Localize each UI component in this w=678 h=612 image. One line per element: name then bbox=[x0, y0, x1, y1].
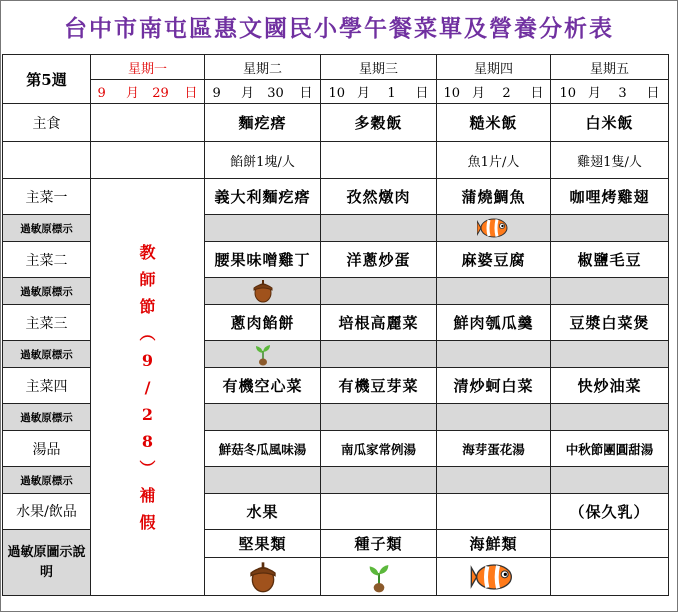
main1-row bbox=[3, 179, 669, 215]
day-name-fri: 星期五 bbox=[551, 55, 669, 80]
main3-wed: 培根高麗菜 bbox=[321, 305, 437, 341]
menu-title: 台中市南屯區惠文國民小學午餐菜單及營養分析表 bbox=[64, 15, 614, 42]
day-name-thu: 星期四 bbox=[437, 55, 551, 80]
fruit-wed bbox=[321, 494, 437, 530]
fruit-thu bbox=[437, 494, 551, 530]
legend-nuts: 堅果類 bbox=[205, 530, 321, 558]
portion-row bbox=[3, 142, 669, 179]
holiday-char: ︵ bbox=[139, 323, 156, 343]
fish-icon bbox=[470, 561, 518, 593]
staple-row bbox=[3, 104, 669, 142]
allergen-label: 過敏原標示 bbox=[3, 404, 91, 431]
seed-sprout-icon bbox=[365, 561, 393, 593]
allergen-tue-3 bbox=[205, 341, 321, 368]
main2-tue: 腰果味噌雞丁 bbox=[205, 242, 321, 278]
legend-seafood-icon-cell bbox=[437, 558, 551, 596]
holiday-char: 假 bbox=[139, 512, 156, 532]
holiday-char: 教 bbox=[139, 242, 156, 262]
staple-tue: 麵疙瘩 bbox=[205, 104, 321, 142]
soup-tue: 鮮菇冬瓜風味湯 bbox=[205, 431, 321, 467]
main4-wed: 有機豆芽菜 bbox=[321, 368, 437, 404]
portion-mon bbox=[91, 142, 205, 179]
holiday-notice bbox=[91, 179, 205, 596]
acorn-icon bbox=[247, 561, 279, 593]
main4-fri: 快炒油菜 bbox=[551, 368, 669, 404]
day-name-tue: 星期二 bbox=[205, 55, 321, 80]
holiday-char: 節 bbox=[139, 296, 156, 316]
main3-label: 主菜三 bbox=[3, 305, 91, 341]
main1-label: 主菜一 bbox=[3, 179, 91, 215]
allergen-thu-1 bbox=[437, 215, 551, 242]
staple-mon bbox=[91, 104, 205, 142]
allergen-label: 過敏原標示 bbox=[3, 467, 91, 494]
main4-thu: 清炒蚵白菜 bbox=[437, 368, 551, 404]
fish-icon bbox=[477, 216, 511, 240]
legend-nuts-icon-cell bbox=[205, 558, 321, 596]
allergen-label: 過敏原標示 bbox=[3, 278, 91, 305]
allergen-tue-2 bbox=[205, 278, 321, 305]
staple-thu: 糙米飯 bbox=[437, 104, 551, 142]
main2-thu: 麻婆豆腐 bbox=[437, 242, 551, 278]
main3-thu: 鮮肉瓠瓜羹 bbox=[437, 305, 551, 341]
soup-fri: 中秋節團圓甜湯 bbox=[551, 431, 669, 467]
holiday-char: 8 bbox=[141, 431, 154, 451]
main3-tue: 蔥肉餡餅 bbox=[205, 305, 321, 341]
date-wed: 10 月 1 日 bbox=[321, 80, 437, 104]
portion-fri: 雞翅1隻/人 bbox=[551, 142, 669, 179]
portion-tue: 餡餅1塊/人 bbox=[205, 142, 321, 179]
holiday-char: / bbox=[144, 377, 151, 397]
main4-tue: 有機空心菜 bbox=[205, 368, 321, 404]
legend-seeds-icon-cell bbox=[321, 558, 437, 596]
legend-seeds: 種子類 bbox=[321, 530, 437, 558]
portion-wed bbox=[321, 142, 437, 179]
week-label: 第5週 bbox=[3, 55, 91, 104]
holiday-char: 9 bbox=[141, 350, 154, 370]
staple-fri: 白米飯 bbox=[551, 104, 669, 142]
main1-thu: 蒲燒鯛魚 bbox=[437, 179, 551, 215]
soup-label: 湯品 bbox=[3, 431, 91, 467]
allergen-label: 過敏原標示 bbox=[3, 341, 91, 368]
fruit-label: 水果/飲品 bbox=[3, 494, 91, 530]
main1-fri: 咖哩烤雞翅 bbox=[551, 179, 669, 215]
seed-sprout-icon bbox=[253, 342, 273, 366]
soup-thu: 海芽蛋花湯 bbox=[437, 431, 551, 467]
day-name-wed: 星期三 bbox=[321, 55, 437, 80]
fruit-fri: （保久乳） bbox=[551, 494, 669, 530]
main2-wed: 洋蔥炒蛋 bbox=[321, 242, 437, 278]
date-tue: 9 月 30 日 bbox=[205, 80, 321, 104]
date-fri: 10 月 3 日 bbox=[551, 80, 669, 104]
acorn-icon bbox=[252, 279, 274, 303]
menu-table bbox=[2, 54, 669, 596]
main1-tue: 義大利麵疙瘩 bbox=[205, 179, 321, 215]
holiday-char: ︶ bbox=[139, 458, 156, 478]
weekday-row bbox=[3, 55, 669, 80]
main3-fri: 豆漿白菜煲 bbox=[551, 305, 669, 341]
soup-wed: 南瓜家常例湯 bbox=[321, 431, 437, 467]
legend-label: 過敏原圖示說明 bbox=[3, 530, 91, 596]
holiday-char: 師 bbox=[139, 269, 156, 289]
portion-label bbox=[3, 142, 91, 179]
staple-label: 主食 bbox=[3, 104, 91, 142]
date-mon: 9 月 29 日 bbox=[91, 80, 205, 104]
fruit-tue: 水果 bbox=[205, 494, 321, 530]
main4-label: 主菜四 bbox=[3, 368, 91, 404]
date-row bbox=[3, 80, 669, 104]
day-name-mon: 星期一 bbox=[91, 55, 205, 80]
date-thu: 10 月 2 日 bbox=[437, 80, 551, 104]
holiday-char: 2 bbox=[141, 404, 154, 424]
portion-thu: 魚1片/人 bbox=[437, 142, 551, 179]
main2-label: 主菜二 bbox=[3, 242, 91, 278]
main1-wed: 孜然燉肉 bbox=[321, 179, 437, 215]
legend-seafood: 海鮮類 bbox=[437, 530, 551, 558]
staple-wed: 多穀飯 bbox=[321, 104, 437, 142]
allergen-label: 過敏原標示 bbox=[3, 215, 91, 242]
holiday-char: 補 bbox=[139, 485, 156, 505]
main2-fri: 椒鹽毛豆 bbox=[551, 242, 669, 278]
